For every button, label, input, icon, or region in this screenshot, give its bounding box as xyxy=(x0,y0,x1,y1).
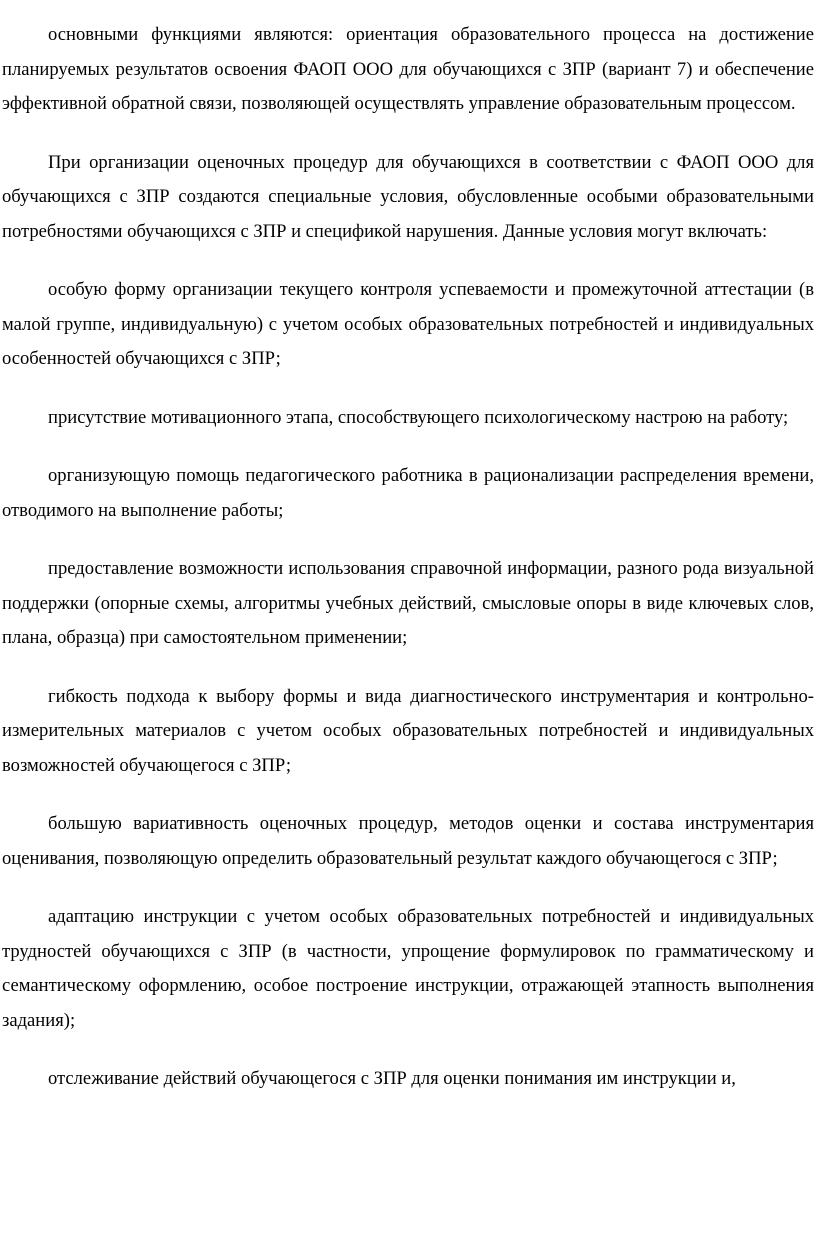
paragraph-variability: большую вариативность оценочных процедур, методов оценки и состава инструментария оценивания, позволяющую определить образовательный результат каждого обучающегося с ЗПР; xyxy=(2,813,814,869)
paragraph-control-form: особую форму организации текущего контроля успеваемости и промежуточной аттестации (в малой группе, индивидуальную) с учетом особых образовательных потребностей и индивидуальных особенностей обучающихся с ЗПР; xyxy=(2,279,814,369)
paragraph-teacher-help: организующую помощь педагогического работника в рационализации распределения времени, отводимого на выполнение работы; xyxy=(2,465,814,521)
paragraph-special-conditions: При организации оценочных процедур для обучающихся в соответствии с ФАОП ООО для обучающихся с ЗПР создаются специальные условия, обусловленные особыми образовательными потребностями обучающихся с ЗПР и спецификой нарушения. Данные условия могут включать: xyxy=(2,151,814,242)
paragraph-tracking-actions: отслеживание действий обучающегося с ЗПР для оценки понимания им инструкции и, xyxy=(48,1068,736,1089)
paragraph-main-functions: основными функциями являются: ориентация образовательного процесса на достижение планируемых результатов освоения ФАОП ООО для обучающихся с ЗПР (вариант 7) и обеспечение эффективной обратной связи, позволяющей осуществлять управление образовательным процессом. xyxy=(2,24,814,114)
paragraph-flexible-approach: гибкость подхода к выбору формы и вида диагностического инструментария и контрольно-измерительных материалов с учетом особых образовательных потребностей и индивидуальных возможностей обучающегося с ЗПР; xyxy=(2,685,814,776)
paragraph-motivation-stage: присутствие мотивационного этапа, способствующего психологическому настрою на работу; xyxy=(48,406,789,428)
paragraph-instruction-adaptation: адаптацию инструкции с учетом особых образовательных потребностей и индивидуальных трудностей обучающихся с ЗПР (в частности, упрощение формулировок по грамматическому и семантическому оформлению, особое построение инструкции, отражающей этапность выполнения задания); xyxy=(2,906,814,1031)
paragraph-reference-info: предоставление возможности использования справочной информации, разного рода визуальной поддержки (опорные схемы, алгоритмы учебных действий, смысловые опоры в виде ключевых слов, плана, образца) при самостоятельном применении; xyxy=(2,558,814,648)
